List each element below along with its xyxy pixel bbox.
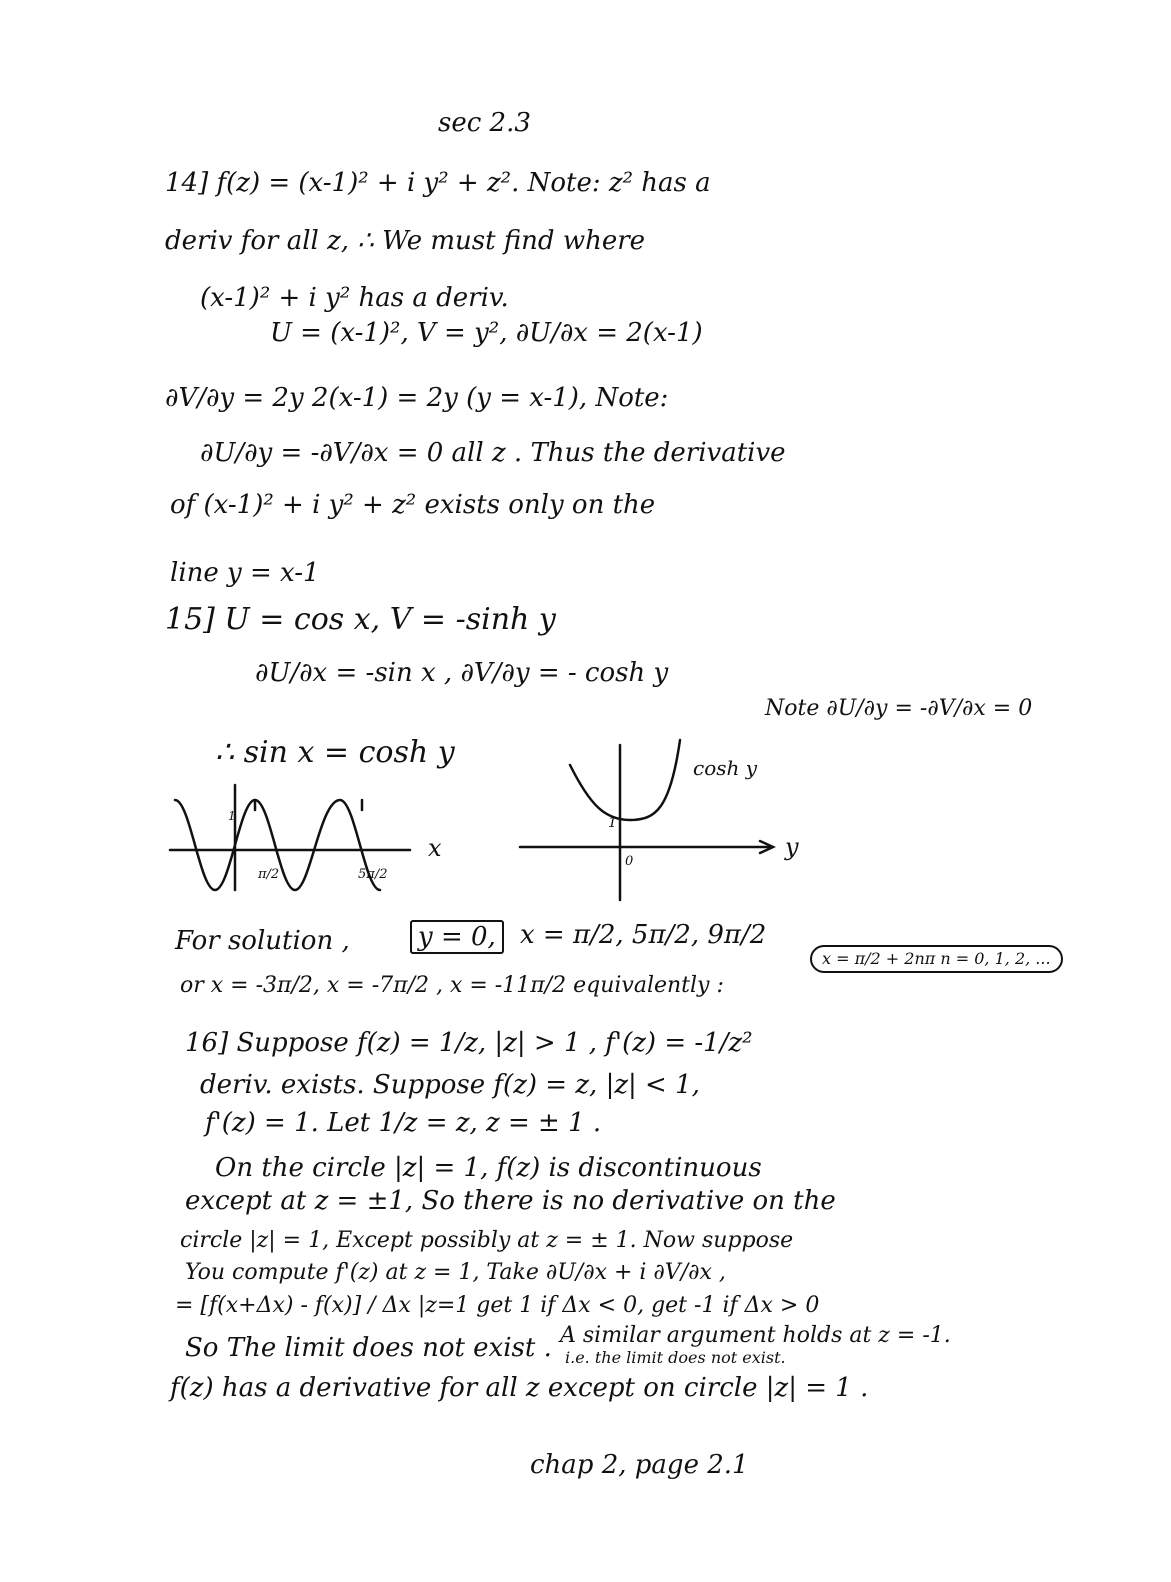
section-heading: sec 2.3 (438, 108, 531, 138)
problem-15-line-2: ∂U/∂x = -sin x , ∂V/∂y = - cosh y (255, 658, 669, 688)
problem-16-line-9: So The limit does not exist . (185, 1333, 552, 1363)
sine-graph-peak-label: 1 (228, 809, 236, 823)
page-footer: chap 2, page 2.1 (530, 1450, 749, 1480)
solution-box-general: x = π/2 + 2nπ n = 0, 1, 2, ... (810, 945, 1063, 973)
problem-16-line-4: On the circle |z| = 1, f(z) is discontinuous (215, 1153, 762, 1183)
cosh-graph-y-label: y (785, 833, 799, 861)
problem-16-line-2: deriv. exists. Suppose f(z) = z, |z| < 1, (200, 1070, 700, 1100)
problem-14-line-4: U = (x-1)², V = y², ∂U/∂x = 2(x-1) (270, 318, 703, 348)
problem-15-line-1: 15] U = cos x, V = -sinh y (165, 602, 556, 637)
problem-14-line-1: 14] f(z) = (x-1)² + i y² + z². Note: z² has a (165, 168, 711, 198)
problem-16-line-3: f'(z) = 1. Let 1/z = z, z = ± 1 . (205, 1108, 602, 1138)
problem-14-line-7: of (x-1)² + i y² + z² exists only on the (170, 490, 656, 520)
problem-14-line-3: (x-1)² + i y² has a deriv. (200, 283, 509, 313)
sine-graph-x-label: x (428, 834, 442, 862)
problem-14-line-8: line y = x-1 (170, 558, 320, 588)
problem-14-line-5: ∂V/∂y = 2y 2(x-1) = 2y (y = x-1), Note: (165, 383, 669, 413)
sine-graph (170, 780, 470, 900)
problem-16-line-6: circle |z| = 1, Except possibly at z = ± 1. Now suppose (180, 1228, 794, 1253)
problem-16-line-5: except at z = ±1, So there is no derivative on the (185, 1186, 836, 1216)
problem-16-aside-sub: i.e. the limit does not exist. (565, 1348, 786, 1367)
problem-16-aside: A similar argument holds at z = -1. (560, 1323, 951, 1348)
problem-16-line-7: You compute f'(z) at z = 1, Take ∂U/∂x + i ∂V/∂x , (185, 1260, 726, 1285)
sine-graph-tick-2-label: 5π/2 (358, 867, 388, 882)
solution-line-2: or x = -3π/2, x = -7π/2 , x = -11π/2 equivalently : (180, 973, 724, 998)
cosh-graph (515, 735, 815, 905)
problem-16-line-10: f(z) has a derivative for all z except on circle |z| = 1 . (170, 1373, 869, 1403)
cosh-graph-origin-label: 0 (625, 854, 634, 869)
solution-prefix: For solution , (175, 926, 350, 956)
cosh-graph-curve-label: cosh y (693, 756, 758, 780)
problem-16-line-1: 16] Suppose f(z) = 1/z, |z| > 1 , f'(z) = -1/z² (185, 1028, 753, 1058)
solution-box: y = 0, (410, 920, 504, 954)
solution-values: x = π/2, 5π/2, 9π/2 (520, 920, 767, 950)
problem-15-note: Note ∂U/∂y = -∂V/∂x = 0 (765, 696, 1033, 721)
cosh-graph-tick-1-label: 1 (608, 815, 617, 831)
sine-graph-tick-1-label: π/2 (258, 867, 280, 882)
problem-16-line-8: = [f(x+Δx) - f(x)] / Δx |z=1 get 1 if Δx < 0, get -1 if Δx > 0 (175, 1293, 820, 1318)
problem-14-line-2: deriv for all z, ∴ We must find where (165, 226, 646, 256)
cosh-curve (570, 740, 680, 820)
problem-15-line-3: ∴ sin x = cosh y (215, 735, 455, 770)
problem-14-line-6: ∂U/∂y = -∂V/∂x = 0 all z . Thus the derivative (200, 438, 786, 468)
